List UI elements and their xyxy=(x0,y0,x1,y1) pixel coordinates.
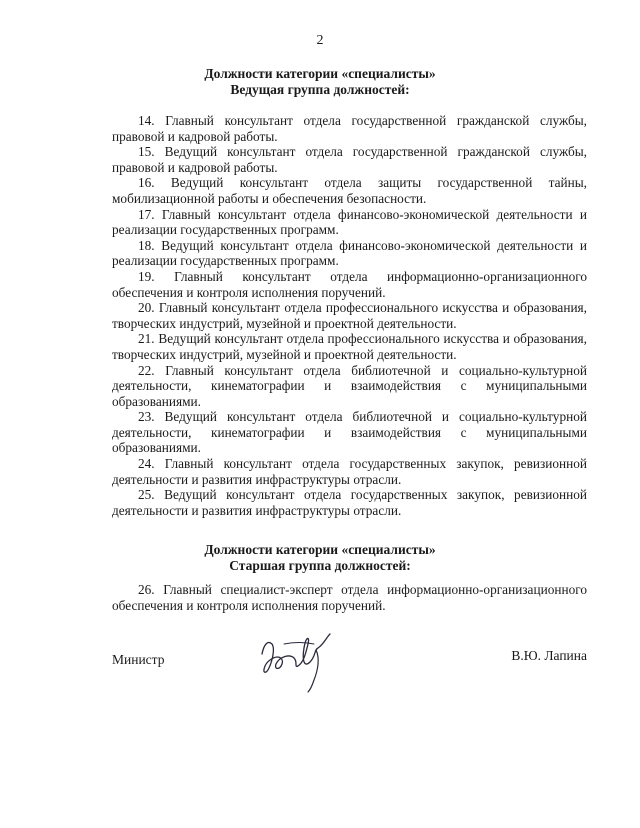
list-item: 24. Главный консультант отдела государственных закупок, ревизионной деятельности и развития инфраструктуры отрасли. xyxy=(112,456,587,487)
list-item: 16. Ведущий консультант отдела защиты государственной тайны, мобилизационной работы и обеспечения безопасности. xyxy=(112,175,587,206)
list-item: 14. Главный консультант отдела государственной гражданской службы, правовой и кадровой работы. xyxy=(112,113,587,144)
list-item: 17. Главный консультант отдела финансово-экономической деятельности и реализации государственных программ. xyxy=(112,206,587,238)
section1-list xyxy=(112,113,587,518)
handwritten-signature xyxy=(254,614,354,694)
section2-subtitle: Старшая группа должностей: xyxy=(229,558,411,573)
page-number: 2 xyxy=(316,33,324,48)
signatory-position: Министр xyxy=(112,652,165,667)
list-item: 15. Ведущий консультант отдела государственной гражданской службы, правовой и кадровой работы. xyxy=(112,144,587,175)
section1-heading xyxy=(0,66,640,98)
signatory-name: В.Ю. Лапина xyxy=(511,648,587,663)
section2-list xyxy=(112,582,587,613)
section1-subtitle: Ведущая группа должностей: xyxy=(230,82,410,97)
list-item: 21. Ведущий консультант отдела профессионального искусства и образования, творческих индустрий, музейной и проектной деятельности. xyxy=(112,331,587,362)
section2-heading xyxy=(0,542,640,574)
section1-title: Должности категории «специалисты» xyxy=(204,66,436,81)
list-item: 25. Ведущий консультант отдела государственных закупок, ревизионной деятельности и развития инфраструктуры отрасли. xyxy=(112,487,587,518)
list-item: 23. Ведущий консультант отдела библиотечной и социально-культурной деятельности, кинематографии и взаимодействия с муниципальными образованиями. xyxy=(112,409,587,456)
list-item: 22. Главный консультант отдела библиотечной и социально-культурной деятельности, кинематографии и взаимодействия с муниципальными образованиями. xyxy=(112,362,587,409)
list-item: 20. Главный консультант отдела профессионального искусства и образования, творческих индустрий, музейной и проектной деятельности. xyxy=(112,300,587,331)
list-item: 18. Ведущий консультант отдела финансово-экономической деятельности и реализации государственных программ. xyxy=(112,237,587,269)
section2-title: Должности категории «специалисты» xyxy=(204,542,436,557)
list-item: 19. Главный консультант отдела информационно-организационного обеспечения и контроля исполнения поручений. xyxy=(112,268,587,300)
list-item: 26. Главный специалист-эксперт отдела информационно-организационного обеспечения и контроля исполнения поручений. xyxy=(112,582,587,613)
